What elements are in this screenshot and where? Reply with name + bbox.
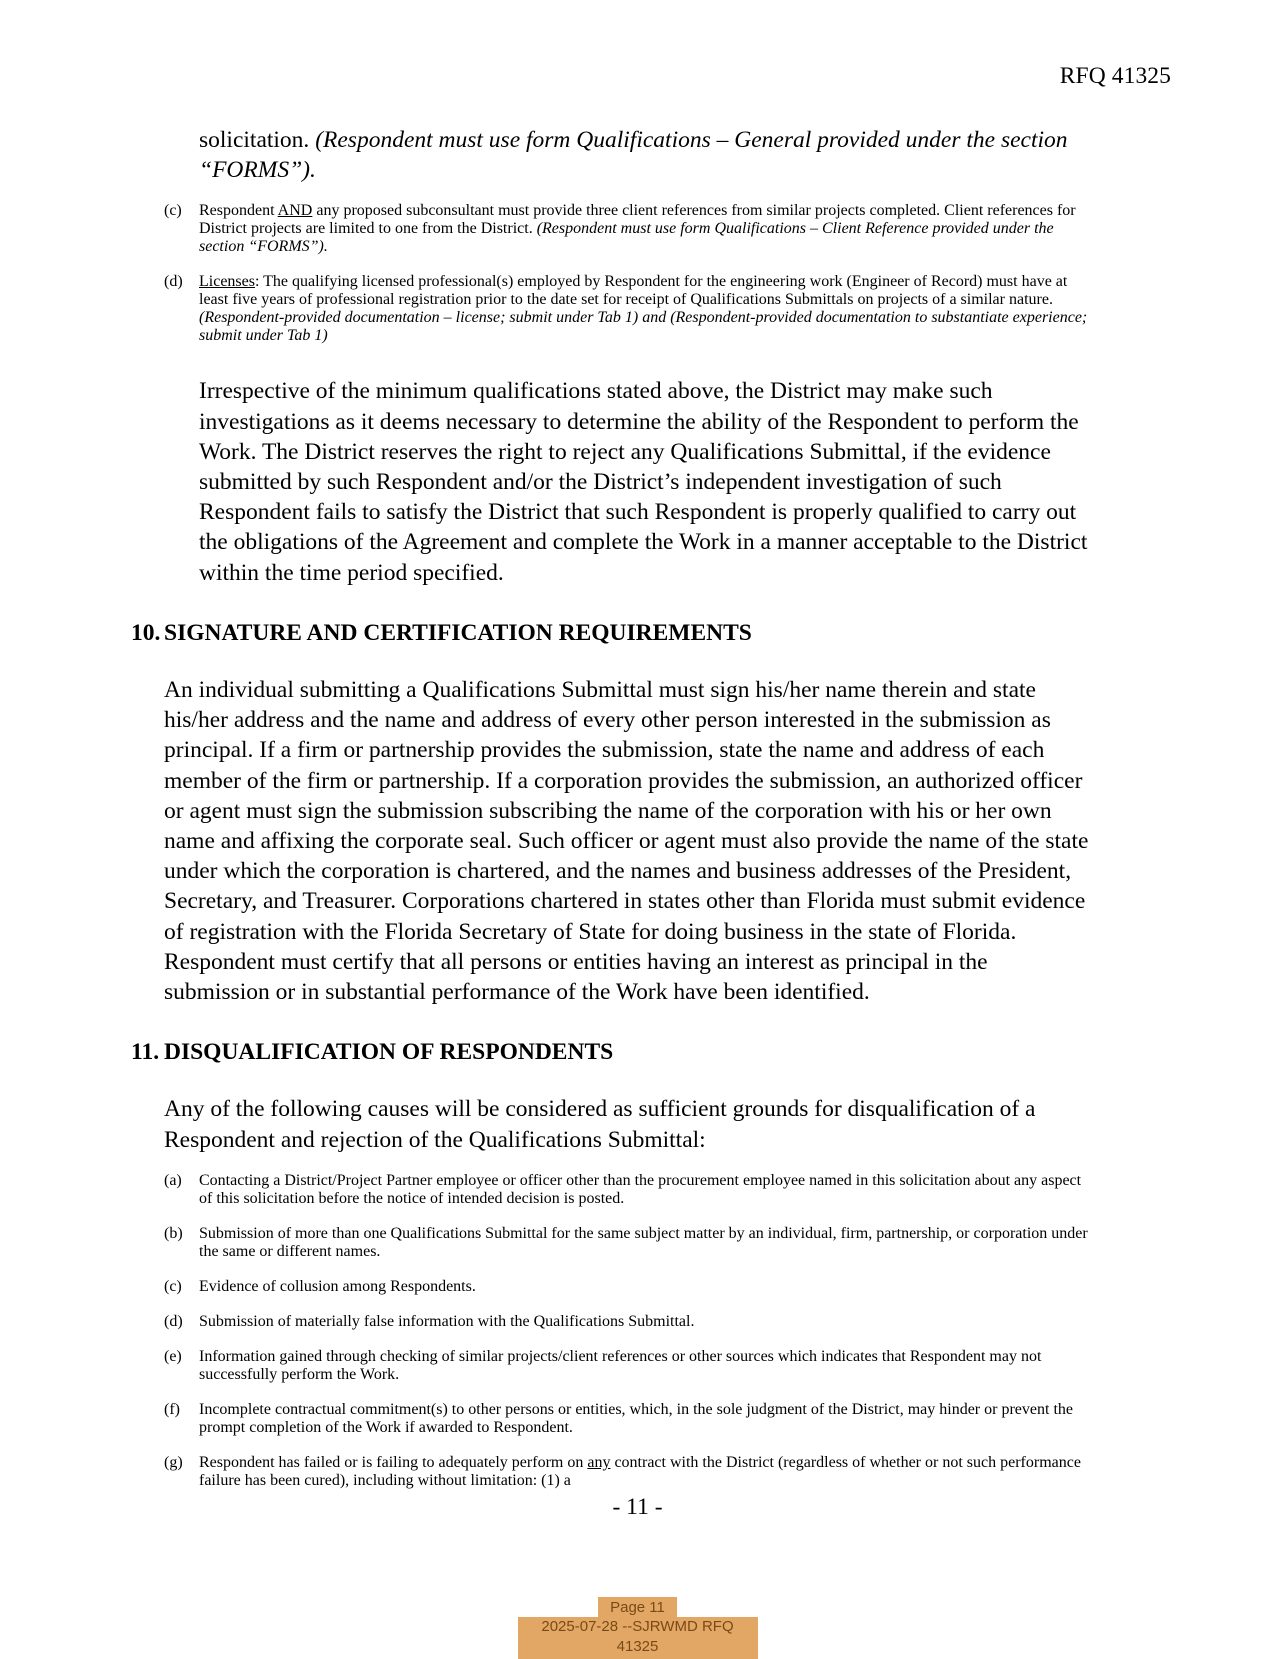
list-item-c [131, 202, 1091, 256]
list-marker-a: (a) [164, 1171, 182, 1189]
list-item-c-italic: (Respondent must use form Qualifications – Client Reference provided under the section “FORMS”). [199, 220, 1054, 256]
list-item-b [131, 1225, 1091, 1261]
list-marker-c-collusion: (c) [164, 1277, 182, 1295]
list-item-d [131, 273, 1091, 345]
list-item-f [131, 1401, 1091, 1437]
list-item-d-plain: : The qualifying licensed professional(s) employed by Respondent for the engineering work (Engineer of Record) must have at least five years of professional registration prior to the date set for receipt of Qualifications Submittals on projects of a similar nature. [199, 273, 1068, 309]
list-item-c-lead: Respondent [199, 202, 278, 220]
list-item-f-text: Incomplete contractual commitment(s) to other persons or entities, which, in the sole judgment of the District, may hinder or prevent the prompt completion of the Work if awarded to Respondent. [199, 1400, 1073, 1436]
list-item-d-underlined-licenses: Licenses [199, 273, 255, 291]
section-number-11: 11. [131, 1039, 160, 1066]
annotation-badge-page-label: Page 11 [598, 1597, 677, 1617]
section-10-paragraph: An individual submitting a Qualifications Submittal must sign his/her name therein and state his/her address and the name and address of every other person interested in the submission as principal. If a firm or partnership provides the submission, state the name and address of each member of the firm or partnership. If a corporation provides the submission, an authorized officer or agent must sign the submission subscribing the name of the corporation with his or her own name and affixing the corporate seal. Such officer or agent must also provide the name of the state under which the corporation is chartered, and the names and business addresses of the President, Secretary, and Treasurer. Corporations chartered in states other than Florida must submit evidence of registration with the Florida Secretary of State for doing business in the state of Florida. Respondent must certify that all persons or entities having an interest as principal in the submission or in substantial performance of the Work have been identified. [164, 677, 1089, 1006]
continued-paragraph-plain: solicitation. [199, 127, 316, 153]
list-item-a-text: Contacting a District/Project Partner employee or officer other than the procurement employee named in this solicitation about any aspect of this solicitation before the notice of intended decision is posted. [199, 1171, 1082, 1207]
list-item-d-false-info [131, 1313, 1091, 1331]
section-11-intro-paragraph: Any of the following causes will be considered as sufficient grounds for disqualification of a Respondent and rejection of the Qualifications Submittal: [164, 1096, 1036, 1153]
list-item-d-italic: (Respondent-provided documentation – license; submit under Tab 1) and (Respondent-provided documentation to substantiate experience; submit under Tab 1) [199, 309, 1088, 345]
list-item-c-plain: any proposed subconsultant must provide three client references from similar projects completed. Client references for District projects are limited to one from the District. [199, 202, 1076, 238]
list-item-g-tail: contract with the District (regardless of whether or not such performance failure has been cured), including without limitation: (1) a [199, 1453, 1081, 1489]
page-footer-number: - 11 - [612, 1494, 663, 1520]
list-item-a [131, 1172, 1091, 1208]
list-item-c-collusion-text: Evidence of collusion among Respondents. [199, 1277, 476, 1295]
annotation-badge-source-label: 2025-07-28 --SJRWMD RFQ 41325 [518, 1617, 758, 1659]
section-heading-11 [131, 1037, 1091, 1067]
list-marker-d-false-info: (d) [164, 1312, 183, 1330]
list-item-c-collusion [131, 1278, 1091, 1296]
list-marker-d: (d) [164, 273, 183, 291]
document-content [131, 125, 1091, 1507]
section-number-10: 10. [131, 619, 161, 646]
continued-paragraph-item-b [199, 125, 1091, 185]
list-item-g-underlined-any: any [587, 1453, 611, 1471]
irrespective-paragraph: Irrespective of the minimum qualifications stated above, the District may make such investigations as it deems necessary to determine the ability of the Respondent to perform the Work. The District reserves the right to reject any Qualifications Submittal, if the evidence submitted by such Respondent and/or the District’s independent investigation of such Respondent fails to satisfy the District that such Respondent is properly qualified to carry out the obligations of the Agreement and complete the Work in a manner acceptable to the District within the time period specified. [199, 378, 1088, 586]
section-title-10: SIGNATURE AND CERTIFICATION REQUIREMENTS [164, 619, 752, 646]
list-item-d-false-info-text: Submission of materially false information with the Qualifications Submittal. [199, 1312, 695, 1330]
list-item-g [131, 1454, 1091, 1490]
list-item-e [131, 1348, 1091, 1384]
list-item-b-text: Submission of more than one Qualifications Submittal for the same subject matter by an individual, firm, partnership, or corporation under the same or different names. [199, 1224, 1088, 1260]
page-header-rfq-number: RFQ 41325 [1059, 63, 1171, 89]
list-item-g-lead: Respondent has failed or is failing to adequately perform on [199, 1453, 588, 1471]
list-marker-g: (g) [164, 1453, 183, 1471]
list-marker-c: (c) [164, 202, 182, 220]
list-item-e-text: Information gained through checking of similar projects/client references or other sources which indicates that Respondent may not successfully perform the Work. [199, 1347, 1042, 1383]
list-marker-e: (e) [164, 1347, 182, 1365]
spacer [131, 362, 1091, 376]
section-title-11: DISQUALIFICATION OF RESPONDENTS [164, 1039, 614, 1066]
continued-paragraph-italic: (Respondent must use form Qualifications – General provided under the section “FORMS”). [199, 127, 1068, 184]
list-marker-f: (f) [164, 1400, 180, 1418]
list-item-c-underlined-and: AND [277, 202, 313, 220]
list-marker-b: (b) [164, 1224, 183, 1242]
section-heading-10 [131, 618, 1091, 648]
